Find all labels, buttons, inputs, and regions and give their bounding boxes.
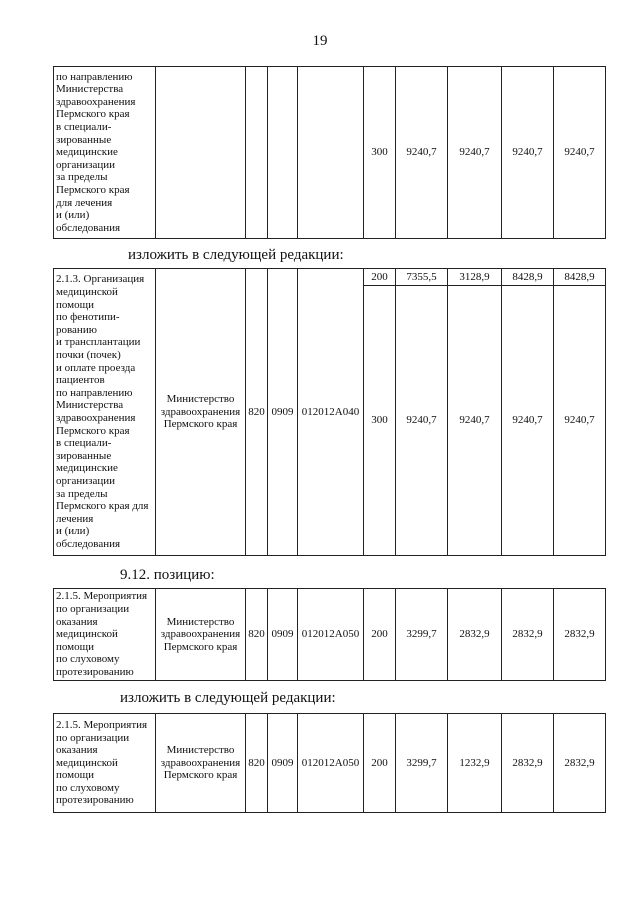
- ministry-code: 820: [246, 589, 268, 681]
- table-row: [54, 714, 606, 813]
- section-code: [268, 67, 298, 239]
- target-article: 012012А050: [298, 714, 364, 813]
- amount-2: 1232,9: [448, 714, 502, 813]
- expense-type: 300: [364, 67, 396, 239]
- target-article: [298, 67, 364, 239]
- row-description: 2.1.3. Организация медицинской помощи по фенотипи- рованию и трансплантации почки (почек) и оплате проезда пациентов по направлению Министерства здравоохранения Пермского края в специали- зированные медицинские организации за пределы Пермского края для лечения и (или) обследования: [54, 269, 156, 556]
- amount-2: 2832,9: [448, 589, 502, 681]
- amount-2: 9240,7: [448, 286, 502, 556]
- caption-new-edition: изложить в следующей редакции:: [128, 247, 344, 263]
- amount-1: 9240,7: [396, 286, 448, 556]
- row-description: по направлению Министерства здравоохранения Пермского края в специали- зированные медицинские организации за пределы Пермского края для лечения и (или) обследования: [54, 67, 156, 239]
- amount-3: 2832,9: [502, 589, 554, 681]
- expense-type: 300: [364, 286, 396, 556]
- section-code: 0909: [268, 589, 298, 681]
- amount-2: 3128,9: [448, 269, 502, 286]
- responsible-org: Министерство здравоохранения Пермского края: [156, 589, 246, 681]
- ministry-code: [246, 67, 268, 239]
- amount-4: 9240,7: [554, 67, 606, 239]
- amount-4: 9240,7: [554, 286, 606, 556]
- row-description: 2.1.5. Мероприятия по организации оказания медицинской помощи по слуховому протезированию: [54, 714, 156, 813]
- table-new-2-1-5: [53, 713, 606, 813]
- table-row: [54, 589, 606, 681]
- table-old-2-1-3-continuation: [53, 66, 606, 239]
- amount-4: 2832,9: [554, 589, 606, 681]
- table-row: [54, 67, 606, 239]
- expense-type: 200: [364, 269, 396, 286]
- amount-3: 8428,9: [502, 269, 554, 286]
- amount-4: 8428,9: [554, 269, 606, 286]
- amount-1: 3299,7: [396, 714, 448, 813]
- amount-3: 2832,9: [502, 714, 554, 813]
- responsible-org: Министерство здравоохранения Пермского края: [156, 714, 246, 813]
- table-old-2-1-5: [53, 588, 606, 681]
- responsible-org: [156, 67, 246, 239]
- table-new-2-1-3: [53, 268, 606, 556]
- amount-4: 2832,9: [554, 714, 606, 813]
- caption-new-edition: изложить в следующей редакции:: [120, 690, 336, 706]
- expense-type: 200: [364, 589, 396, 681]
- amount-3: 9240,7: [502, 286, 554, 556]
- responsible-org: Министерство здравоохранения Пермского края: [156, 269, 246, 556]
- amount-1: 9240,7: [396, 67, 448, 239]
- section-code: 0909: [268, 269, 298, 556]
- target-article: 012012А050: [298, 589, 364, 681]
- caption-position-9-12: 9.12. позицию:: [120, 567, 215, 583]
- target-article: 012012А040: [298, 269, 364, 556]
- section-code: 0909: [268, 714, 298, 813]
- amount-1: 7355,5: [396, 269, 448, 286]
- expense-type: 200: [364, 714, 396, 813]
- page-number: 19: [312, 33, 328, 49]
- ministry-code: 820: [246, 269, 268, 556]
- ministry-code: 820: [246, 714, 268, 813]
- row-description: 2.1.5. Мероприятия по организации оказания медицинской помощи по слуховому протезированию: [54, 589, 156, 681]
- amount-1: 3299,7: [396, 589, 448, 681]
- amount-3: 9240,7: [502, 67, 554, 239]
- table-row: [54, 269, 606, 286]
- amount-2: 9240,7: [448, 67, 502, 239]
